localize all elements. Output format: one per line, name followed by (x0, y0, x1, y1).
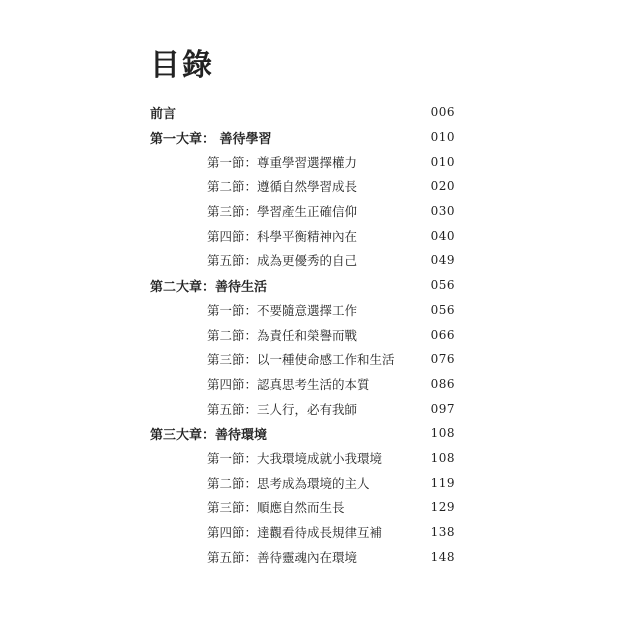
section-title: 第五節：成為更優秀的自己 (207, 253, 358, 269)
page-number: 066 (430, 327, 455, 342)
chapter-title: 第一大章： 善待學習 (150, 131, 272, 147)
toc-chapter-row (150, 421, 455, 446)
toc-section-row (150, 223, 455, 248)
toc-chapter-row (150, 100, 455, 125)
chapter-title: 第二大章：善待生活 (150, 279, 268, 295)
page-number: 108 (430, 426, 455, 441)
section-title: 第三節：以一種使命感工作和生活 (207, 352, 395, 368)
section-title: 第五節：善待靈魂內在環境 (207, 549, 358, 565)
page-number: 108 (430, 450, 455, 465)
page-number: 056 (430, 278, 455, 293)
section-title: 第二節：思考成為環境的主人 (207, 475, 370, 491)
page-number: 086 (430, 376, 455, 391)
toc-section-row (150, 248, 455, 273)
table-of-contents (150, 100, 455, 569)
toc-section-row (150, 470, 455, 495)
chapter-title: 第三大章：善待環境 (150, 427, 268, 443)
toc-section-row (150, 544, 455, 569)
toc-section-row (150, 322, 455, 347)
page-number: 010 (430, 154, 455, 169)
page-number: 006 (430, 105, 455, 120)
toc-section-row (150, 199, 455, 224)
toc-chapter-row (150, 125, 455, 150)
page-number: 138 (430, 525, 455, 540)
section-title: 第一節：大我環境成就小我環境 (207, 450, 383, 466)
page-number: 076 (430, 352, 455, 367)
toc-section-row (150, 520, 455, 545)
page-number: 049 (430, 253, 455, 268)
page-number: 040 (430, 228, 455, 243)
page-number: 097 (430, 401, 455, 416)
section-title: 第二節：為責任和榮譽而戰 (207, 327, 358, 343)
section-title: 第四節：達觀看待成長規律互補 (207, 525, 383, 541)
toc-section-row (150, 149, 455, 174)
toc-section-row (150, 174, 455, 199)
section-title: 第四節：認真思考生活的本質 (207, 376, 370, 392)
section-title: 第一節：不要隨意選擇工作 (207, 302, 358, 318)
chapter-title: 前言 (150, 106, 177, 122)
page-number: 010 (430, 130, 455, 145)
toc-section-row (150, 446, 455, 471)
toc-section-row (150, 495, 455, 520)
section-title: 第一節：尊重學習選擇權力 (207, 154, 358, 170)
toc-section-row (150, 298, 455, 323)
page-number: 020 (430, 179, 455, 194)
toc-section-row (150, 372, 455, 397)
section-title: 第三節：順應自然而生長 (207, 500, 345, 516)
page-number: 148 (430, 549, 455, 564)
section-title: 第二節：遵循自然學習成長 (207, 179, 358, 195)
page-number: 119 (430, 475, 455, 490)
section-title: 第五節：三人行，必有我師 (207, 401, 358, 417)
toc-section-row (150, 347, 455, 372)
page-title: 目錄 (150, 48, 214, 83)
page-number: 056 (430, 302, 455, 317)
toc-chapter-row (150, 273, 455, 298)
page-number: 129 (430, 500, 455, 515)
toc-section-row (150, 396, 455, 421)
section-title: 第四節：科學平衡精神內在 (207, 228, 358, 244)
section-title: 第三節：學習產生正確信仰 (207, 204, 358, 220)
page-number: 030 (430, 204, 455, 219)
